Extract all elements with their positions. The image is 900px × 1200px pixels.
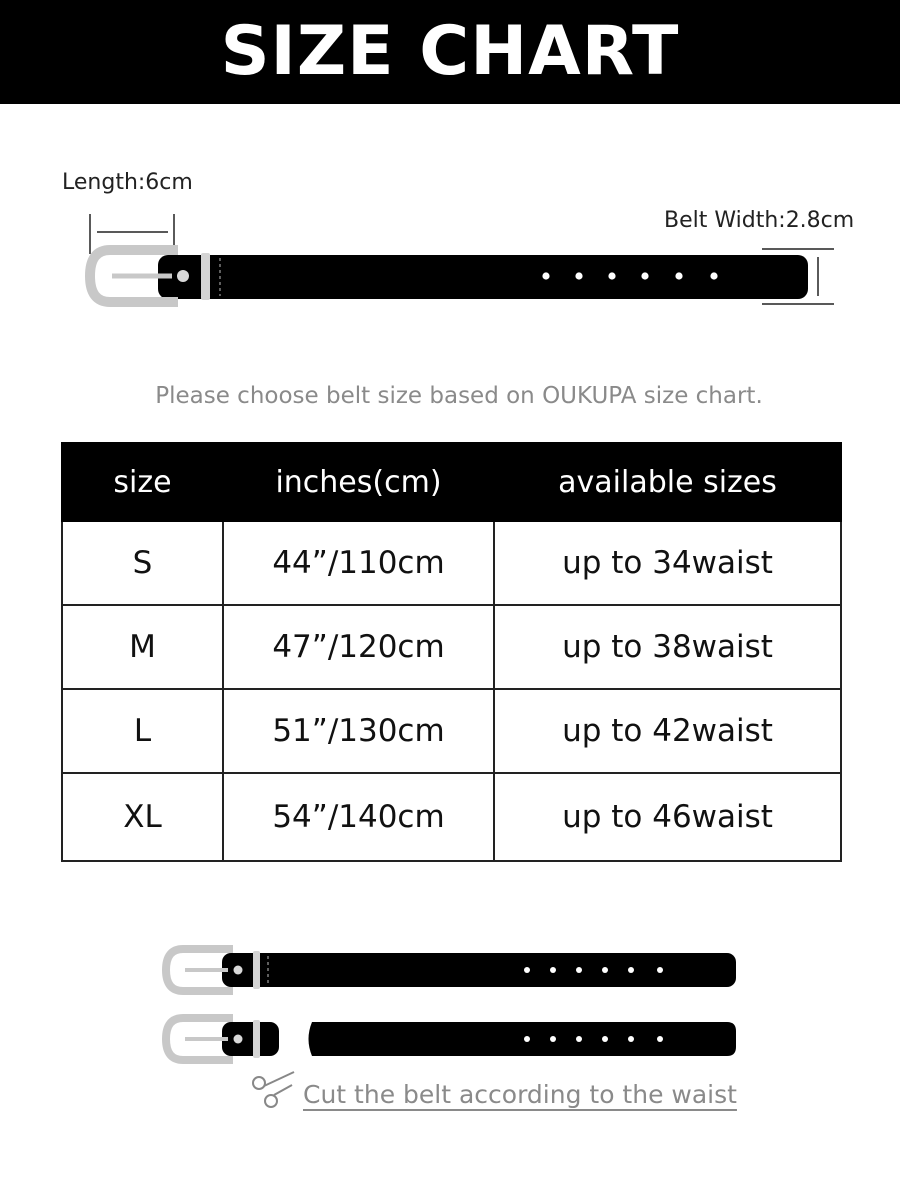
column-header: size [62,443,223,521]
size-cell: S [62,521,223,605]
length-cell: 51”/130cm [223,689,494,773]
size-table [61,442,842,862]
length-label: Length:6cm [62,170,193,195]
column-header: available sizes [494,443,841,521]
buckle-icon [166,949,233,991]
belt-illustration-full [166,949,736,991]
table-row [62,521,841,605]
waist-cell: up to 42waist [494,689,841,773]
page-title: SIZE CHART [220,12,680,91]
column-header: inches(cm) [223,443,494,521]
table-header-row [62,443,841,521]
table-row [62,605,841,689]
belt-illustration [90,214,834,304]
waist-cell: up to 34waist [494,521,841,605]
size-cell: M [62,605,223,689]
length-cell: 44”/110cm [223,521,494,605]
table-row [62,773,841,861]
cut-instruction: Cut the belt according to the waist [303,1080,737,1109]
waist-cell: up to 46waist [494,773,841,861]
table-row [62,689,841,773]
length-cell: 47”/120cm [223,605,494,689]
size-note: Please choose belt size based on OUKUPA size chart. [155,383,763,409]
width-label: Belt Width:2.8cm [664,208,855,233]
belt-strap [158,255,808,299]
buckle-icon [166,1018,233,1060]
size-cell: XL [62,773,223,861]
length-cell: 54”/140cm [223,773,494,861]
size-cell: L [62,689,223,773]
waist-cell: up to 38waist [494,605,841,689]
belt-illustration-cut [166,1018,736,1060]
belt-loop [201,253,210,300]
scissors-icon [253,1072,294,1107]
